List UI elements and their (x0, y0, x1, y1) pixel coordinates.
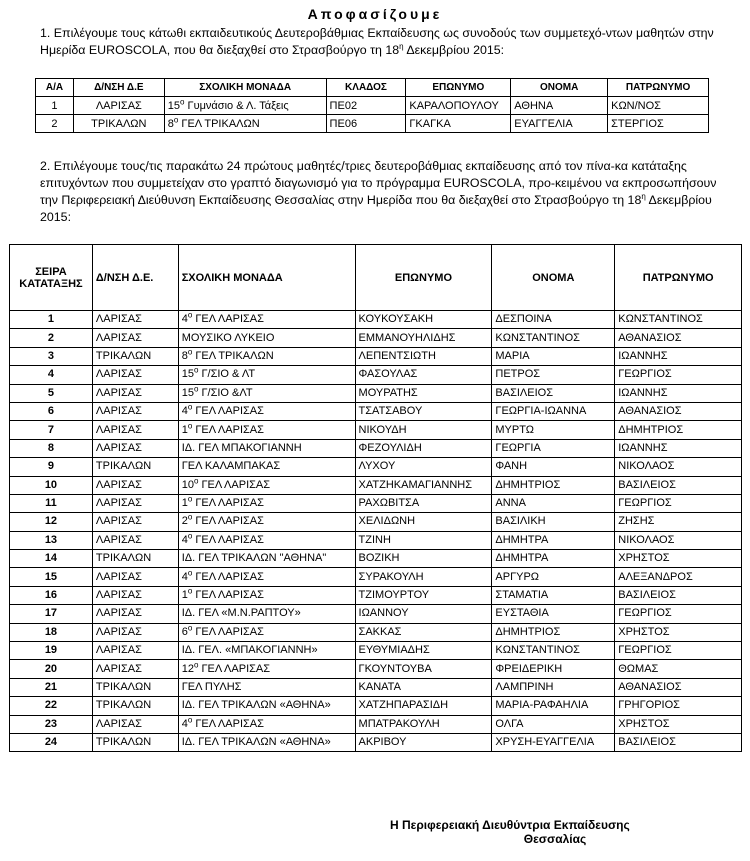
escorts-header-row (36, 79, 709, 97)
dnsi-cell: ΛΑΡΙΣΑΣ (92, 642, 178, 660)
table-row (10, 623, 742, 641)
col-header-patronymo: ΠΑΤΡΩΝΥΜΟ (608, 79, 709, 97)
table-row (10, 439, 742, 457)
school-cell (178, 605, 355, 623)
patronymo-cell: ΧΡΗΣΤΟΣ (615, 715, 742, 733)
patronymo-cell: ΑΘΑΝΑΣΙΟΣ (615, 678, 742, 696)
patronymo-cell: ΣΤΕΡΓΙΟΣ (608, 115, 709, 133)
table-row (36, 115, 709, 133)
table-row (10, 605, 742, 623)
onoma-cell: ΕΥΑΓΓΕΛΙΑ (511, 115, 608, 133)
rank-cell: 6 (10, 402, 93, 420)
dnsi-cell: ΛΑΡΙΣΑΣ (92, 366, 178, 384)
table-row (10, 329, 742, 347)
eponymo-cell: ΡΑΧΩΒΙΤΣΑ (355, 494, 492, 512)
school-ordinal: ο (180, 96, 185, 106)
onoma-cell: ΑΝΝΑ (492, 494, 615, 512)
rank-cell: 20 (10, 660, 93, 678)
eponymo-cell: ΒΟΖΙΚΗ (355, 550, 492, 568)
patronymo-cell: ΓΡΗΓΟΡΙΟΣ (615, 697, 742, 715)
dnsi-cell: ΛΑΡΙΣΑΣ (92, 494, 178, 512)
rank-cell: 14 (10, 550, 93, 568)
rank-cell: 24 (10, 733, 93, 751)
rank-cell: 8 (10, 439, 93, 457)
school-cell (178, 347, 355, 365)
table-row (10, 402, 742, 420)
school-cell (178, 586, 355, 604)
paragraph-2-sup: η (641, 191, 646, 201)
eponymo-cell: ΤΖΙΜΟΥΡΤΟΥ (355, 586, 492, 604)
patronymo-cell: ΓΕΩΡΓΙΟΣ (615, 605, 742, 623)
eponymo-cell: ΝΙΚΟΥΔΗ (355, 421, 492, 439)
table-row (10, 550, 742, 568)
eponymo-cell: ΙΩΑΝΝΟΥ (355, 605, 492, 623)
school-number: 6 (181, 625, 188, 638)
table-row (10, 513, 742, 531)
school-name: ΓΕΛ ΠΥΛΗΣ (181, 681, 242, 693)
school-ordinal: ο (187, 420, 193, 430)
school-ordinal: ο (187, 531, 193, 541)
rank-cell: 12 (10, 513, 93, 531)
school-name: ΓΕΛ ΛΑΡΙΣΑΣ (192, 497, 264, 510)
dnsi-cell: ΛΑΡΙΣΑΣ (92, 384, 178, 402)
paragraph-2-text: 2. Επιλέγουμε τους/τις παρακάτω 24 πρώτους μαθητές/τριες δευτεροβάθμιας εκπαίδευσης από τον πίνα-κα κατάταξης επιτυχόντων που συμμετείχαν στο γραπτό διαγωνισμό για το πρόγραμμα EUROSCOLA, προ-κειμένου να εκπροσωπήσουν την Περιφερειακή Διεύθυνση Εκπαίδευσης Θεσσαλίας στην Ημερίδα που θα διεξαχθεί στο Στρασβούργο τη 18 (40, 159, 717, 207)
onoma-cell: ΜΥΡΤΩ (492, 421, 615, 439)
eponymo-cell: ΑΚΡΙΒΟΥ (355, 733, 492, 751)
school-cell (164, 97, 326, 115)
rank-cell: 4 (10, 366, 93, 384)
col-header-aa: Α/Α (36, 79, 74, 97)
patronymo-cell: ΙΩΑΝΝΗΣ (615, 439, 742, 457)
school-name: ΜΟΥΣΙΚΟ ΛΥΚΕΙΟ (181, 331, 275, 344)
school-name: ΙΔ. ΓΕΛ ΜΠΑΚΟΓΙΑΝΝΗ (181, 441, 302, 454)
school-name: ΓΕΛ ΛΑΡΙΣΑΣ (192, 533, 264, 546)
dnsi-cell: ΤΡΙΚΑΛΩΝ (92, 678, 178, 696)
table-row (10, 494, 742, 512)
paragraph-2 (40, 158, 720, 226)
school-cell (178, 366, 355, 384)
eponymo-cell: ΛΕΠΕΝΤΣΙΩΤΗ (355, 347, 492, 365)
school-name: ΓΕΛ ΛΑΡΙΣΑΣ (192, 589, 264, 602)
table-row (10, 458, 742, 476)
students-table (9, 244, 742, 752)
dnsi-cell: ΤΡΙΚΑΛΩΝ (92, 347, 178, 365)
onoma-cell: ΛΑΜΠΡΙΝΗ (492, 678, 615, 696)
patronymo-cell: ΑΘΑΝΑΣΙΟΣ (615, 402, 742, 420)
school-cell (178, 421, 355, 439)
onoma-cell: ΔΗΜΗΤΡΙΟΣ (492, 476, 615, 494)
dnsi-cell: ΤΡΙΚΑΛΩΝ (92, 733, 178, 751)
patronymo-cell: ΔΗΜΗΤΡΙΟΣ (615, 421, 742, 439)
school-cell (178, 476, 355, 494)
onoma-cell: ΔΗΜΗΤΡΙΟΣ (492, 623, 615, 641)
eponymo-cell: ΚΟΥΚΟΥΣΑΚΗ (355, 311, 492, 329)
onoma-cell: ΜΑΡΙΑ-ΡΑΦΑΗΛΙΑ (492, 697, 615, 715)
school-ordinal: ο (193, 384, 199, 394)
school-ordinal: ο (187, 402, 193, 412)
school-name: ΓΕΛ ΛΑΡΙΣΑΣ (192, 405, 264, 418)
school-name: ΓΕΛ ΛΑΡΙΣΑΣ (192, 515, 264, 528)
patronymo-cell: ΝΙΚΟΛΑΟΣ (615, 531, 742, 549)
decision-title: Αποφασίζουμε (307, 6, 443, 22)
school-number: 1 (181, 497, 188, 510)
rank-cell: 7 (10, 421, 93, 439)
patronymo-cell: ΖΗΣΗΣ (615, 513, 742, 531)
rank-cell: 17 (10, 605, 93, 623)
school-name: ΓΕΛ ΛΑΡΙΣΑΣ (192, 625, 264, 638)
school-number: 2 (181, 515, 188, 528)
onoma-cell: ΒΑΣΙΛΙΚΗ (492, 513, 615, 531)
school-number: 4 (181, 313, 188, 326)
dnsi-cell: ΛΑΡΙΣΑΣ (92, 586, 178, 604)
dnsi-cell: ΤΡΙΚΑΛΩΝ (92, 458, 178, 476)
school-number: 10 (181, 478, 194, 491)
col-header-klados: ΚΛΑΔΟΣ (326, 79, 406, 97)
school-name: ΙΔ. ΓΕΛ ΤΡΙΚΑΛΩΝ "ΑΘΗΝΑ" (181, 552, 327, 565)
eponymo-cell: ΜΟΥΡΑΤΗΣ (355, 384, 492, 402)
patronymo-cell: ΘΩΜΑΣ (615, 660, 742, 678)
school-cell (178, 697, 355, 715)
table-row (10, 311, 742, 329)
onoma-cell: ΓΕΩΡΓΙΑ-ΙΩΑΝΝΑ (492, 402, 615, 420)
onoma-cell: ΟΛΓΑ (492, 715, 615, 733)
table-row (10, 531, 742, 549)
patronymo-cell: ΒΑΣΙΛΕΙΟΣ (615, 586, 742, 604)
table-row (10, 678, 742, 696)
school-number: 1 (181, 423, 188, 436)
dnsi-cell: ΛΑΡΙΣΑΣ (92, 568, 178, 586)
patronymo-cell: ΙΩΑΝΝΗΣ (615, 384, 742, 402)
school-cell (178, 642, 355, 660)
school-name: ΙΔ. ΓΕΛ ΤΡΙΚΑΛΩΝ «ΑΘΗΝΑ» (181, 736, 331, 749)
patronymo-cell: ΙΩΑΝΝΗΣ (615, 347, 742, 365)
onoma-cell: ΕΥΣΤΑΘΙΑ (492, 605, 615, 623)
onoma-cell: ΜΑΡΙΑ (492, 347, 615, 365)
eponymo-cell: ΣΑΚΚΑΣ (355, 623, 492, 641)
school-name: Γ/ΣΙΟ & ΛΤ (198, 368, 256, 381)
col-header-rank: ΣΕΙΡΑ ΚΑΤΑΤΑΞΗΣ (10, 245, 93, 311)
school-number: 4 (181, 570, 188, 583)
dnsi-cell: ΛΑΡΙΣΑΣ (92, 715, 178, 733)
paragraph-1-sup: η (399, 41, 404, 51)
dnsi-cell: ΛΑΡΙΣΑΣ (92, 531, 178, 549)
table-row (10, 421, 742, 439)
school-name: ΓΕΛ ΚΑΛΑΜΠΑΚΑΣ (181, 460, 281, 473)
school-name: ΓΕΛ ΛΑΡΙΣΑΣ (192, 570, 264, 583)
eponymo-cell: ΣΥΡΑΚΟΥΛΗ (355, 568, 492, 586)
school-cell (178, 678, 355, 696)
school-ordinal: ο (187, 586, 193, 596)
eponymo-cell: ΓΚΑΓΚΑ (406, 115, 511, 133)
onoma-cell: ΔΗΜΗΤΡΑ (492, 531, 615, 549)
dnsi-cell: ΛΑΡΙΣΑΣ (92, 513, 178, 531)
school-cell (178, 494, 355, 512)
onoma-cell: ΣΤΑΜΑΤΙΑ (492, 586, 615, 604)
eponymo-cell: ΦΕΖΟΥΛΙΔΗ (355, 439, 492, 457)
onoma-cell: ΚΩΝΣΤΑΝΤΙΝΟΣ (492, 642, 615, 660)
school-name: ΓΕΛ ΛΑΡΙΣΑΣ (198, 478, 271, 491)
col-header-dnsi: Δ/ΝΣΗ Δ.Ε. (92, 245, 178, 311)
school-cell (178, 550, 355, 568)
school-ordinal: ο (187, 623, 193, 633)
onoma-cell: ΚΩΝΣΤΑΝΤΙΝΟΣ (492, 329, 615, 347)
table-row (10, 715, 742, 733)
table-row (10, 476, 742, 494)
school-name: ΓΕΛ ΛΑΡΙΣΑΣ (198, 662, 271, 675)
school-cell (164, 115, 326, 133)
aa-cell: 2 (36, 115, 74, 133)
school-number: 12 (181, 662, 194, 675)
patronymo-cell: ΚΩΝΣΤΑΝΤΙΝΟΣ (615, 311, 742, 329)
patronymo-cell: ΒΑΣΙΛΕΙΟΣ (615, 476, 742, 494)
escorts-table (35, 78, 709, 133)
school-name: ΙΔ. ΓΕΛ «Μ.Ν.ΡΑΠΤΟΥ» (181, 607, 301, 620)
school-ordinal: ο (187, 310, 193, 320)
school-cell (178, 531, 355, 549)
signature-region: Θεσσαλίας (523, 832, 587, 846)
dnsi-cell: ΛΑΡΙΣΑΣ (92, 476, 178, 494)
school-number: 1 (181, 589, 188, 602)
rank-cell: 10 (10, 476, 93, 494)
rank-cell: 16 (10, 586, 93, 604)
onoma-cell: ΒΑΣΙΛΕΙΟΣ (492, 384, 615, 402)
school-ordinal: ο (193, 659, 199, 669)
col-header-school: ΣΧΟΛΙΚΗ ΜΟΝΑΔΑ (164, 79, 326, 97)
dnsi-cell: ΛΑΡΙΣΑΣ (92, 439, 178, 457)
students-header-row (10, 245, 742, 311)
school-ordinal: ο (173, 114, 179, 124)
dnsi-cell: ΤΡΙΚΑΛΩΝ (92, 697, 178, 715)
patronymo-cell: ΒΑΣΙΛΕΙΟΣ (615, 733, 742, 751)
rank-cell: 19 (10, 642, 93, 660)
table-row (10, 347, 742, 365)
rank-cell: 21 (10, 678, 93, 696)
eponymo-cell: ΧΕΛΙΔΩΝΗ (355, 513, 492, 531)
dnsi-cell: ΛΑΡΙΣΑΣ (73, 97, 164, 115)
patronymo-cell: ΝΙΚΟΛΑΟΣ (615, 458, 742, 476)
paragraph-1 (40, 25, 720, 59)
school-cell (178, 660, 355, 678)
klados-cell: ΠΕ02 (326, 97, 406, 115)
eponymo-cell: ΚΑΝΑΤΑ (355, 678, 492, 696)
patronymo-cell: ΑΛΕΞΑΝΔΡΟΣ (615, 568, 742, 586)
dnsi-cell: ΛΑΡΙΣΑΣ (92, 623, 178, 641)
onoma-cell: ΑΘΗΝΑ (511, 97, 608, 115)
table-row (36, 97, 709, 115)
school-name: Γυμνάσιο & Λ. Τάξεις (184, 99, 289, 112)
school-ordinal: ο (187, 494, 193, 504)
school-number: 8 (167, 117, 174, 130)
school-number: 15 (181, 368, 194, 381)
school-ordinal: ο (187, 512, 193, 522)
rank-cell: 22 (10, 697, 93, 715)
paragraph-1-text: 1. Επιλέγουμε τους κάτωθι εκπαιδευτικούς Δευτεροβάθμιας Εκπαίδευσης ως συνοδούς των συμμετεχό-ντων μαθητών στην Ημερίδα EUROSCOLA, που θα διεξαχθεί στο Στρασβούργο τη 18 (40, 26, 714, 57)
table-row (10, 642, 742, 660)
table-row (10, 568, 742, 586)
table-row (10, 733, 742, 751)
school-name: ΓΕΛ ΛΑΡΙΣΑΣ (192, 313, 264, 326)
school-name: ΓΕΛ ΤΡΙΚΑΛΩΝ (178, 117, 260, 130)
dnsi-cell: ΤΡΙΚΑΛΩΝ (92, 550, 178, 568)
school-number: 4 (181, 405, 188, 418)
table-row (10, 366, 742, 384)
school-ordinal: ο (193, 476, 199, 486)
school-number: 8 (181, 349, 188, 362)
rank-cell: 23 (10, 715, 93, 733)
paragraph-2-text-end: Δεκεμβρίου 2015: (40, 193, 712, 224)
table-row (10, 384, 742, 402)
patronymo-cell: ΑΘΑΝΑΣΙΟΣ (615, 329, 742, 347)
col-header-onoma: ΟΝΟΜΑ (511, 79, 608, 97)
onoma-cell: ΔΗΜΗΤΡΑ (492, 550, 615, 568)
dnsi-cell: ΛΑΡΙΣΑΣ (92, 421, 178, 439)
school-name: ΓΕΛ ΛΑΡΙΣΑΣ (192, 423, 264, 436)
school-cell (178, 568, 355, 586)
patronymo-cell: ΧΡΗΣΤΟΣ (615, 623, 742, 641)
signature-block (390, 818, 720, 846)
school-ordinal: ο (187, 347, 193, 357)
col-header-onoma: ΟΝΟΜΑ (492, 245, 615, 311)
rank-cell: 13 (10, 531, 93, 549)
rank-cell: 3 (10, 347, 93, 365)
school-ordinal: ο (187, 715, 193, 725)
onoma-cell: ΔΕΣΠΟΙΝΑ (492, 311, 615, 329)
patronymo-cell: ΧΡΗΣΤΟΣ (615, 550, 742, 568)
patronymo-cell: ΓΕΩΡΓΙΟΣ (615, 494, 742, 512)
signature-title: Η Περιφερειακή Διευθύντρια Εκπαίδευσης (390, 818, 630, 832)
dnsi-cell: ΛΑΡΙΣΑΣ (92, 311, 178, 329)
onoma-cell: ΑΡΓΥΡΩ (492, 568, 615, 586)
dnsi-cell: ΤΡΙΚΑΛΩΝ (73, 115, 164, 133)
patronymo-cell: ΓΕΩΡΓΙΟΣ (615, 642, 742, 660)
eponymo-cell: ΕΥΘΥΜΙΑΔΗΣ (355, 642, 492, 660)
school-name: ΓΕΛ ΛΑΡΙΣΑΣ (192, 717, 264, 730)
eponymo-cell: ΧΑΤΖΗΚΑΜΑΓΙΑΝΝΗΣ (355, 476, 492, 494)
school-name: ΙΔ. ΓΕΛ. «ΜΠΑΚΟΓΙΑΝΝΗ» (181, 644, 318, 657)
school-number: 15 (167, 99, 180, 112)
school-cell (178, 513, 355, 531)
school-cell (178, 733, 355, 751)
rank-cell: 11 (10, 494, 93, 512)
eponymo-cell: ΦΑΣΟΥΛΑΣ (355, 366, 492, 384)
aa-cell: 1 (36, 97, 74, 115)
school-number: 4 (181, 533, 188, 546)
eponymo-cell: ΕΜΜΑΝΟΥΗΛΙΔΗΣ (355, 329, 492, 347)
school-cell (178, 329, 355, 347)
school-cell (178, 623, 355, 641)
eponymo-cell: ΚΑΡΑΛΟΠΟΥΛΟΥ (406, 97, 511, 115)
school-number: 15 (181, 386, 194, 399)
eponymo-cell: ΧΑΤΖΗΠΑΡΑΣΙΔΗ (355, 697, 492, 715)
col-header-eponymo: ΕΠΩΝΥΜΟ (355, 245, 492, 311)
rank-cell: 2 (10, 329, 93, 347)
onoma-cell: ΦΡΕΙΔΕΡΙΚΗ (492, 660, 615, 678)
school-cell (178, 458, 355, 476)
onoma-cell: ΠΕΤΡΟΣ (492, 366, 615, 384)
school-number: 4 (181, 717, 188, 730)
table-row (10, 660, 742, 678)
eponymo-cell: ΤΖΙΝΗ (355, 531, 492, 549)
school-cell (178, 402, 355, 420)
school-name: ΙΔ. ΓΕΛ ΤΡΙΚΑΛΩΝ «ΑΘΗΝΑ» (181, 699, 331, 712)
eponymo-cell: ΛΥΧΟΥ (355, 458, 492, 476)
school-ordinal: ο (193, 365, 199, 375)
paragraph-1-text-end: Δεκεμβρίου 2015: (403, 43, 505, 57)
rank-cell: 9 (10, 458, 93, 476)
school-cell (178, 715, 355, 733)
rank-cell: 1 (10, 311, 93, 329)
eponymo-cell: ΓΚΟΥΝΤΟΥΒΑ (355, 660, 492, 678)
col-header-school: ΣΧΟΛΙΚΗ ΜΟΝΑΔΑ (178, 245, 355, 311)
school-cell (178, 311, 355, 329)
col-header-dnsi: Δ/ΝΣΗ Δ.Ε (73, 79, 164, 97)
eponymo-cell: ΜΠΑΤΡΑΚΟΥΛΗ (355, 715, 492, 733)
dnsi-cell: ΛΑΡΙΣΑΣ (92, 660, 178, 678)
onoma-cell: ΧΡΥΣΗ-ΕΥΑΓΓΕΛΙΑ (492, 733, 615, 751)
patronymo-cell: ΚΩΝ/ΝΟΣ (608, 97, 709, 115)
dnsi-cell: ΛΑΡΙΣΑΣ (92, 402, 178, 420)
school-ordinal: ο (187, 568, 193, 577)
school-cell (178, 439, 355, 457)
rank-cell: 5 (10, 384, 93, 402)
col-header-patronymo: ΠΑΤΡΩΝΥΜΟ (615, 245, 742, 311)
col-header-eponymo: ΕΠΩΝΥΜΟ (406, 79, 511, 97)
onoma-cell: ΓΕΩΡΓΙΑ (492, 439, 615, 457)
dnsi-cell: ΛΑΡΙΣΑΣ (92, 329, 178, 347)
school-name: ΓΕΛ ΤΡΙΚΑΛΩΝ (192, 349, 274, 362)
klados-cell: ΠΕ06 (326, 115, 406, 133)
school-name: Γ/ΣΙΟ &ΛΤ (198, 386, 253, 399)
school-cell (178, 384, 355, 402)
dnsi-cell: ΛΑΡΙΣΑΣ (92, 605, 178, 623)
table-row (10, 586, 742, 604)
eponymo-cell: ΤΣΑΤΣΑΒΟΥ (355, 402, 492, 420)
patronymo-cell: ΓΕΩΡΓΙΟΣ (615, 366, 742, 384)
onoma-cell: ΦΑΝΗ (492, 458, 615, 476)
rank-cell: 15 (10, 568, 93, 586)
table-row (10, 697, 742, 715)
rank-cell: 18 (10, 623, 93, 641)
